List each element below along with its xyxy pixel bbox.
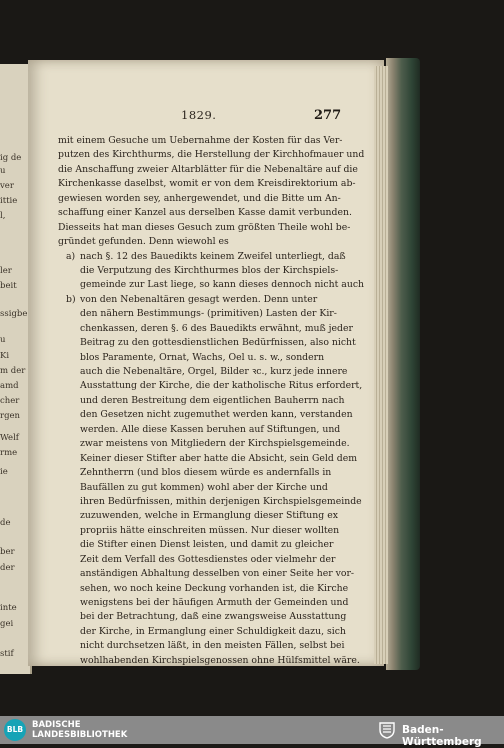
- footer-bar: [0, 716, 504, 748]
- book-cover-edge: [386, 58, 420, 670]
- list-marker: a): [66, 250, 76, 262]
- blb-logo-icon[interactable]: BLB: [4, 719, 26, 741]
- left-page-fragment: ver: [0, 181, 14, 191]
- left-page-fragment: cher: [0, 396, 20, 406]
- text-line: gründet gefunden. Denn wiewohl es: [58, 236, 229, 248]
- left-page-fragment: ssigbe: [0, 309, 28, 319]
- running-header-year: 1829.: [181, 108, 217, 122]
- text-line: Keiner dieser Stifter aber hatte die Absicht, sein Geld dem: [80, 452, 358, 464]
- text-line: sehen, wo noch keine Deckung vorhanden ist, die Kirche: [80, 582, 349, 594]
- left-page-fragment: Welf: [0, 433, 19, 443]
- text-line: wenigstens bei der häufigen Armuth der Gemeinden und: [80, 597, 349, 608]
- left-page-fragment: Ki: [0, 351, 10, 361]
- left-page-fragment: ber: [0, 547, 15, 557]
- left-page-fragment: beit: [0, 281, 17, 291]
- text-line: werden. Alle diese Kassen beruhen auf Stiftungen, und: [80, 423, 341, 435]
- text-line: gewiesen worden sey, anhergewendet, und die Bitte um An-: [58, 192, 341, 204]
- text-line: Beitrag zu den gottesdienstlichen Bedürfnissen, also nicht: [80, 337, 356, 349]
- list-marker: b): [66, 293, 76, 305]
- left-page-fragment: amd: [0, 381, 19, 391]
- library-name[interactable]: [32, 720, 127, 740]
- text-line: bei der Betrachtung, daß eine zwangsweise Ausstattung: [80, 611, 347, 623]
- text-line: nicht durchsetzen läßt, in den meisten Fällen, selbst bei: [80, 640, 345, 652]
- text-line: blos Paramente, Ornat, Wachs, Oel u. s. w., sondern: [80, 351, 325, 363]
- text-line: Baufällen zu gut kommen) wohl aber der Kirche und: [80, 481, 328, 493]
- left-page-fragment: de: [0, 518, 11, 528]
- page-number: 277: [314, 108, 342, 123]
- left-page-fragment: gei: [0, 619, 14, 629]
- text-line: die Verputzung des Kirchthurmes blos der Kirchspiels-: [80, 264, 339, 276]
- text-line: Zeit dem Verfall des Gottesdienstes oder vielmehr der: [80, 553, 336, 565]
- left-page-fragment: m der: [0, 366, 26, 376]
- text-line: nach §. 12 des Bauedikts keinem Zweifel unterliegt, daß: [80, 250, 346, 262]
- text-line: den nähern Bestimmungs- (primitiven) Lasten der Kir-: [80, 308, 337, 320]
- list-item-a: [58, 250, 346, 264]
- text-line: zuzuwenden, welche in Ermanglung dieser Stiftung ex: [80, 510, 338, 522]
- left-page-fragment: l,: [0, 211, 6, 221]
- page-stack-edge: [374, 66, 388, 664]
- text-line: den Gesetzen nicht zugemuthet werden kann, verstanden: [80, 409, 353, 421]
- list-item-b: [58, 293, 330, 307]
- left-page-fragment: inte: [0, 603, 17, 613]
- text-line: der Kirche, in Ermanglung einer Schuldigkeit dazu, sich: [80, 625, 346, 637]
- left-page-fragment: rgen: [0, 411, 21, 421]
- text-line: putzen des Kirchthurms, die Herstellung der Kirchhofmauer und: [58, 149, 365, 161]
- state-name[interactable]: Baden-Württemberg: [402, 724, 482, 748]
- library-name-line-2: LANDESBIBLIOTHEK: [32, 730, 128, 740]
- text-line: wohlhabenden Kirchspielsgenossen ohne Hülfsmittel wäre.: [80, 654, 360, 666]
- text-line: Ausstattung der Kirche, die der katholische Ritus erfordert,: [80, 380, 363, 392]
- left-page-fragment: rme: [0, 448, 18, 458]
- text-line: mit einem Gesuche um Uebernahme der Kosten für das Ver-: [58, 135, 343, 146]
- text-line: gemeinde zur Last liege, so kann dieses dennoch nicht auch: [80, 279, 365, 291]
- text-line: Zehntherrn (und blos diesem würde es andernfalls in: [80, 467, 332, 479]
- text-line: propriis hätte einschreiten müssen. Nur dieser wollten: [80, 524, 340, 536]
- text-line: Kirchenkasse daselbst, womit er von dem Kreisdirektorium ab-: [58, 178, 356, 190]
- page-body: [58, 134, 365, 668]
- text-line: anständigen Abhaltung desselben von einer Seite her vor-: [80, 568, 355, 580]
- left-page-fragment: u: [0, 166, 6, 176]
- text-line: chenkassen, deren §. 6 des Bauedikts erwähnt, muß jeder: [80, 322, 353, 334]
- left-page-fragment: ittie: [0, 196, 18, 206]
- left-page-fragment: ie: [0, 467, 8, 477]
- left-page-fragment: stif: [0, 649, 14, 659]
- left-page-fragment: der: [0, 563, 15, 573]
- library-name-line-1: BADISCHE: [32, 720, 81, 730]
- text-line: zwar meistens von Mitgliedern der Kirchspielsgemeinde.: [80, 438, 350, 450]
- text-line: Diesseits hat man dieses Gesuch zum größten Theile wohl be-: [58, 221, 351, 233]
- left-page-fragment: u: [0, 335, 6, 345]
- baden-wuerttemberg-emblem-icon: [378, 721, 396, 739]
- text-line: die Anschaffung zweier Altarblätter für die Nebenaltäre auf die: [58, 163, 358, 175]
- left-page-fragment: ler: [0, 266, 12, 276]
- text-line: ihren Bedürfnissen, mithin derjenigen Kirchspielsgemeinde: [80, 495, 362, 507]
- text-line: schaffung einer Kanzel aus derselben Kasse damit verbunden.: [58, 207, 352, 219]
- left-page-fragment: ig de: [0, 153, 22, 163]
- text-line: die Stifter einen Dienst leisten, und damit zu gleicher: [80, 539, 334, 551]
- text-line: auch die Nebenaltäre, Orgel, Bilder ꝛc., kurz jede innere: [80, 366, 348, 377]
- text-line: und deren Bestreitung dem eigentlichen Bauherrn nach: [80, 394, 345, 406]
- text-line: von den Nebenaltären gesagt werden. Denn unter: [80, 293, 318, 305]
